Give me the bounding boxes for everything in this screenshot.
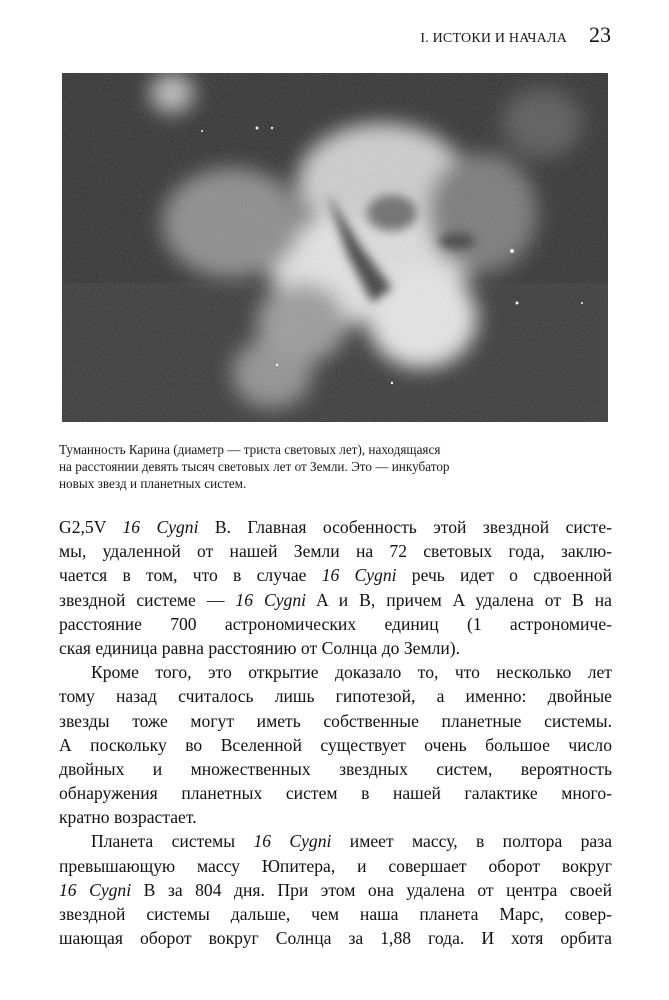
text-line: обнаружения планетных систем в нашей галактике много- bbox=[59, 783, 612, 804]
text-line: кратно возрастает. bbox=[59, 807, 197, 828]
text-line: G2,5V 16 Cygni B. Главная особенность этой звездной систе- bbox=[59, 517, 612, 537]
figure-caption bbox=[59, 441, 619, 492]
caption-line: новых звезд и планетных систем. bbox=[59, 476, 247, 491]
paragraph-start-line: Кроме того, это открытие доказало то, что несколько лет bbox=[91, 662, 612, 683]
text-line: расстояние 700 астрономических единиц (1 астрономиче- bbox=[59, 613, 612, 634]
text-line: мы, удаленной от нашей Земли на 72 световых года, заклю- bbox=[59, 541, 612, 562]
text-line: А поскольку во Вселенной существует очень большое число bbox=[59, 734, 612, 755]
text-line: шающая оборот вокруг Солнца за 1,88 года. И хотя орбита bbox=[59, 928, 612, 949]
text-line: звездной системы дальше, чем наша планета Марс, совер- bbox=[59, 904, 612, 924]
text-line: чается в том, что в случае 16 Cygni речь идет о сдвоенной bbox=[59, 565, 612, 586]
page-number: 23 bbox=[589, 22, 611, 47]
text-line: двойных и множественных звездных систем, вероятность bbox=[59, 758, 612, 779]
nebula-photo bbox=[62, 73, 608, 422]
running-header bbox=[420, 22, 611, 48]
caption-line: на расстоянии девять тысяч световых лет от Земли. Это — инкубатор bbox=[59, 459, 450, 474]
text-line: звезды тоже могут иметь собственные планетные системы. bbox=[59, 710, 612, 731]
text-line: превышающую массу Юпитера, и совершает оборот вокруг bbox=[59, 855, 612, 876]
body-text bbox=[59, 515, 612, 950]
text-line: 16 Cygni B за 804 дня. При этом она удалена от центра своей bbox=[59, 879, 612, 900]
text-line: тому назад считалось лишь гипотезой, а именно: двойные bbox=[59, 686, 612, 707]
paragraph-start-line: Планета системы 16 Cygni имеет массу, в полтора раза bbox=[91, 831, 612, 852]
text-line: ская единица равна расстоянию от Солнца до Земли). bbox=[59, 637, 461, 658]
chapter-title: I. ИСТОКИ И НАЧАЛА bbox=[420, 31, 567, 46]
caption-line: Туманность Карина (диаметр — триста световых лет), находящаяся bbox=[59, 442, 441, 457]
nebula-image bbox=[62, 73, 608, 422]
text-line: звездной системе — 16 Cygni A и B, причем A удалена от B на bbox=[59, 589, 612, 610]
